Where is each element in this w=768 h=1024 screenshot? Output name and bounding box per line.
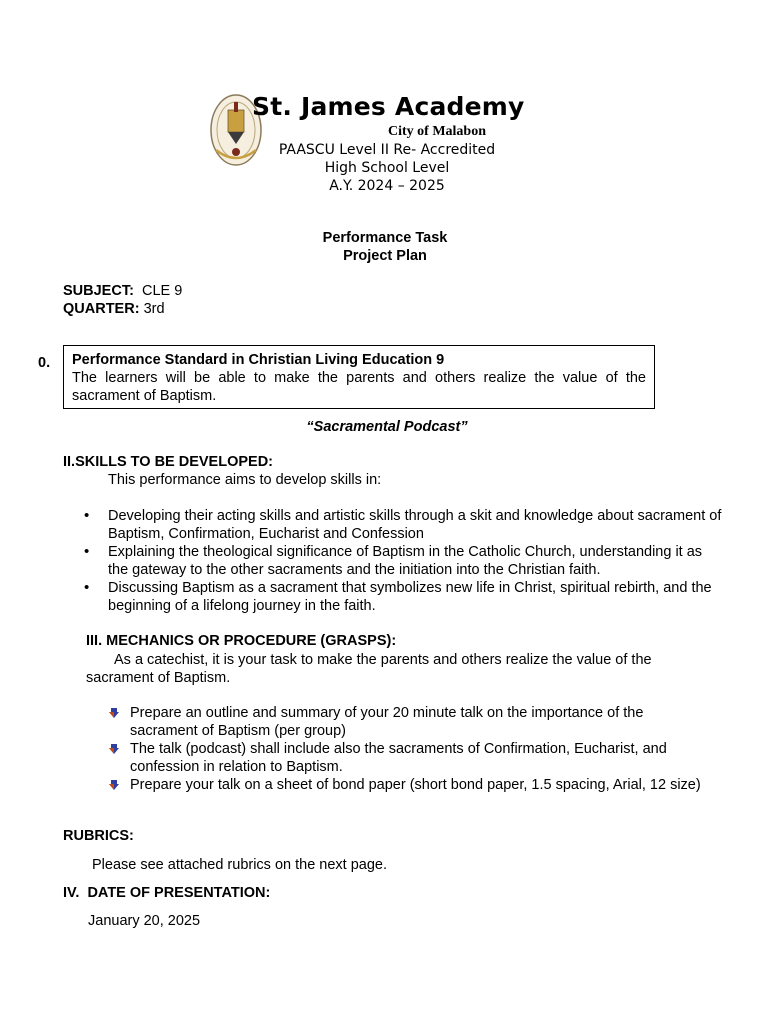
doc-title-line2: Project Plan <box>343 248 427 264</box>
arrow-bullet-icon <box>108 707 120 719</box>
procedure-text: The talk (podcast) shall include also the sacraments of Confirmation, Eucharist, and confession in relation to Baptism. <box>130 741 667 775</box>
mechanics-intro: As a catechist, it is your task to make the parents and others realize the value of the sacrament of Baptism. <box>86 652 652 686</box>
mechanics-list <box>108 704 708 794</box>
quarter-label: QUARTER: <box>63 301 140 317</box>
accreditation: PAASCU Level II Re- Accredited <box>278 142 496 158</box>
performance-standard-box <box>63 345 655 409</box>
skill-text: Explaining the theological significance of Baptism in the Catholic Church, understanding it as the gateway to the other sacraments and the initiation into the Christian faith. <box>108 544 703 578</box>
school-name: St. James Academy <box>252 92 525 121</box>
quarter-row <box>63 301 165 317</box>
bullet-icon: • <box>84 507 90 524</box>
skill-text: Developing their acting skills and artistic skills through a skit and knowledge about sacrament of Baptism, Confirmation, Eucharist and Confession <box>108 508 722 542</box>
list-item <box>108 740 708 776</box>
performance-standard-text: The learners will be able to make the parents and others realize the value of the sacrament of Baptism. <box>72 370 646 404</box>
subject-label: SUBJECT: <box>63 283 134 299</box>
academic-year: A.Y. 2024 – 2025 <box>329 178 445 194</box>
list-item <box>108 776 708 794</box>
performance-standard-title: Performance Standard in Christian Living Education 9 <box>72 352 445 368</box>
task-title: “Sacramental Podcast” <box>306 419 468 435</box>
mechanics-heading: III. MECHANICS OR PROCEDURE (GRASPS): <box>86 633 397 649</box>
procedure-text: Prepare your talk on a sheet of bond paper (short bond paper, 1.5 spacing, Arial, 12 size) <box>130 777 701 793</box>
list-item <box>84 507 724 543</box>
list-item <box>84 543 724 579</box>
presentation-date: January 20, 2025 <box>88 913 201 929</box>
skills-list <box>84 507 724 615</box>
bullet-icon: • <box>84 543 90 560</box>
presentation-heading: IV. DATE OF PRESENTATION: <box>63 885 271 901</box>
rubrics-heading: RUBRICS: <box>63 828 134 844</box>
city-name: City of Malabon <box>388 124 486 139</box>
school-level: High School Level <box>324 160 450 176</box>
arrow-bullet-icon <box>108 779 120 791</box>
skills-heading: II.SKILLS TO BE DEVELOPED: <box>63 454 274 470</box>
arrow-bullet-icon <box>108 743 120 755</box>
bullet-icon: • <box>84 579 90 596</box>
skills-intro: This performance aims to develop skills in: <box>108 472 382 488</box>
list-item <box>84 579 724 615</box>
doc-title-line1: Performance Task <box>322 230 448 246</box>
quarter-value: 3rd <box>143 301 165 317</box>
skill-text: Discussing Baptism as a sacrament that symbolizes new life in Christ, spiritual rebirth, and the beginning of a lifelong journey in the faith. <box>108 580 712 614</box>
section-number: 0. <box>38 355 51 371</box>
rubrics-text: Please see attached rubrics on the next page. <box>92 857 388 873</box>
subject-row <box>63 283 182 299</box>
procedure-text: Prepare an outline and summary of your 20 minute talk on the importance of the sacrament of Baptism (per group) <box>130 705 644 739</box>
subject-value: CLE 9 <box>141 283 183 299</box>
list-item <box>108 704 708 740</box>
